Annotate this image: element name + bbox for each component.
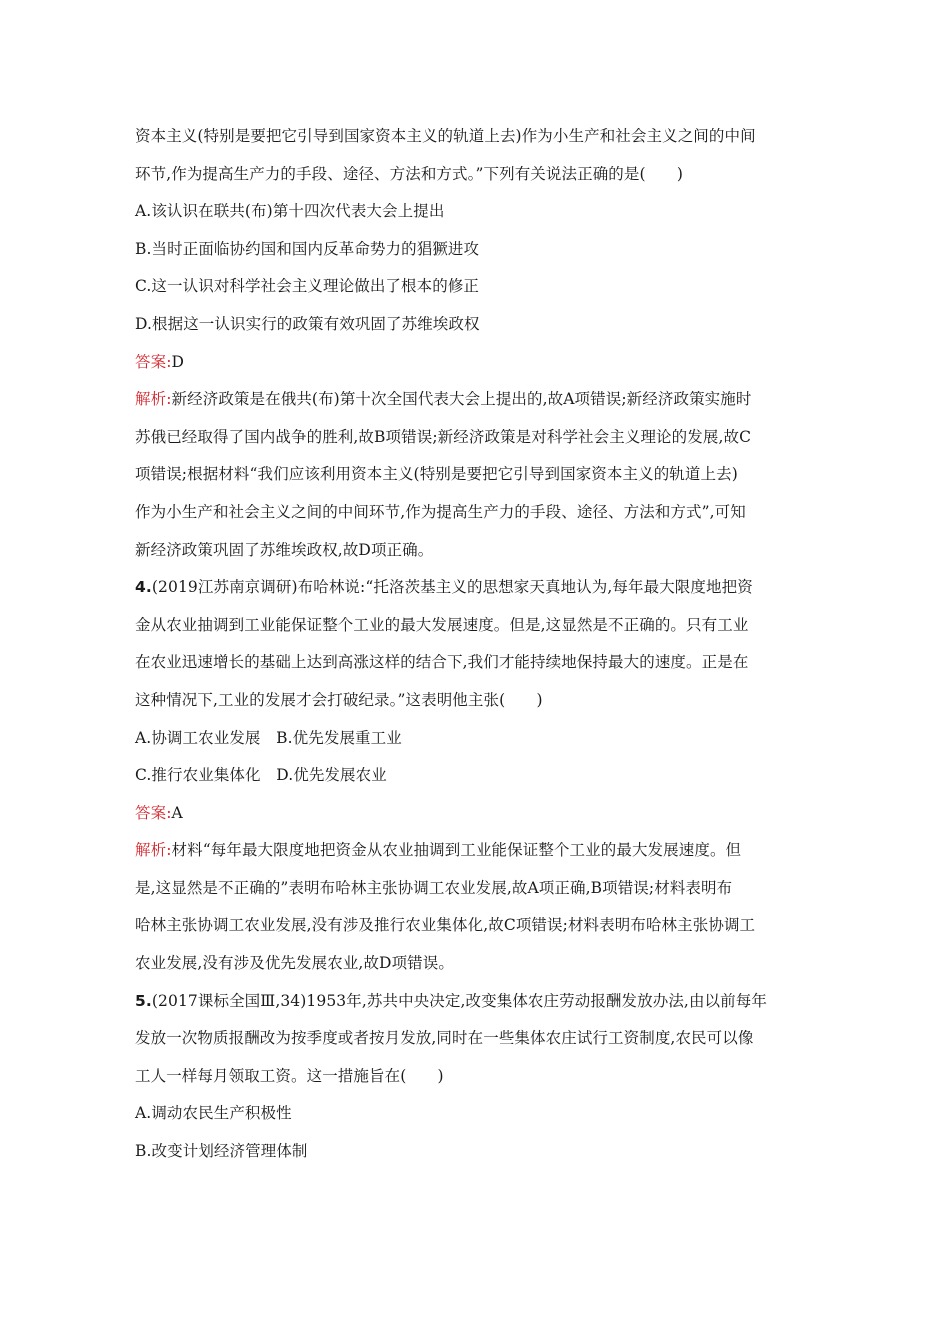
- q4-stem-line: 这种情况下,工业的发展才会打破纪录。”这表明他主张( ): [135, 690, 543, 709]
- q4-options-ab: A.协调工农业发展 B.优先发展重工业: [135, 728, 402, 747]
- answer-label: 答案:: [135, 803, 172, 822]
- q4-analysis-line: 农业发展,没有涉及优先发展农业,故D项错误。: [135, 954, 454, 973]
- q3-analysis-line: [135, 381, 815, 419]
- q5-stem-line: [135, 983, 815, 1021]
- question-number: 4.: [135, 578, 152, 597]
- q3-option-d: D.根据这一认识实行的政策有效巩固了苏维埃政权: [135, 314, 480, 333]
- analysis-text: 材料“每年最大限度地把资金从农业抽调到工业能保证整个工业的最大发展速度。但: [171, 841, 742, 860]
- analysis-label: 解析:: [135, 390, 172, 409]
- document-page: [135, 118, 815, 1171]
- question-number: 5.: [135, 991, 152, 1010]
- q3-analysis-line: 作为小生产和社会主义之间的中间环节,作为提高生产力的手段、途径、方法和方式”,可知: [135, 502, 746, 521]
- q4-stem-line: [135, 569, 815, 607]
- analysis-label: 解析:: [135, 841, 172, 860]
- answer-label: 答案:: [135, 352, 172, 371]
- stem-text: (2019江苏南京调研)布哈林说:“托洛茨基主义的思想家天真地认为,每年最大限度地把资: [151, 578, 753, 597]
- q4-answer: [135, 795, 815, 833]
- q5-stem-line: 工人一样每月领取工资。这一措施旨在( ): [135, 1066, 444, 1085]
- q4-options-cd: C.推行农业集体化 D.优先发展农业: [135, 766, 387, 785]
- q3-analysis-line: 新经济政策巩固了苏维埃政权,故D项正确。: [135, 540, 434, 559]
- q4-stem-line: 在农业迅速增长的基础上达到高涨这样的结合下,我们才能持续地保持最大的速度。正是在: [135, 653, 749, 672]
- q5-stem-line: 发放一次物质报酬改为按季度或者按月发放,同时在一些集体农庄试行工资制度,农民可以像: [135, 1029, 754, 1048]
- answer-value: D: [171, 352, 185, 371]
- stem-text: (2017课标全国Ⅲ,34)1953年,苏共中央决定,改变集体农庄劳动报酬发放办法,由以前每年: [151, 991, 767, 1010]
- q3-option-a: A.该认识在联共(布)第十四次代表大会上提出: [135, 202, 445, 221]
- q3-analysis-line: 苏俄已经取得了国内战争的胜利,故B项错误;新经济政策是对科学社会主义理论的发展,故C: [135, 427, 752, 446]
- q3-option-b: B.当时正面临协约国和国内反革命势力的猖獗进攻: [135, 239, 480, 258]
- answer-value: A: [171, 803, 183, 822]
- q4-analysis-line: 哈林主张协调工农业发展,没有涉及推行农业集体化,故C项错误;材料表明布哈林主张协调工: [135, 916, 756, 935]
- q3-answer: [135, 344, 815, 382]
- q4-stem-line: 金从农业抽调到工业能保证整个工业的最大发展速度。但是,这显然是不正确的。只有工业: [135, 615, 749, 634]
- q3-stem-line: 资本主义(特别是要把它引导到国家资本主义的轨道上去)作为小生产和社会主义之间的中间: [135, 127, 756, 145]
- q3-analysis-line: 项错误;根据材料“我们应该利用资本主义(特别是要把它引导到国家资本主义的轨道上去): [135, 465, 738, 484]
- q3-option-c: C.这一认识对科学社会主义理论做出了根本的修正: [135, 277, 480, 296]
- q4-analysis-line: [135, 832, 815, 870]
- q5-option-b: B.改变计划经济管理体制: [135, 1142, 308, 1161]
- analysis-text: 新经济政策是在俄共(布)第十次全国代表大会上提出的,故A项错误;新经济政策实施时: [171, 390, 752, 409]
- q4-analysis-line: 是,这显然是不正确的”表明布哈林主张协调工农业发展,故A项正确,B项错误;材料表明布: [135, 878, 733, 897]
- q5-option-a: A.调动农民生产积极性: [135, 1104, 292, 1123]
- q3-stem-line: 环节,作为提高生产力的手段、途径、方法和方式。”下列有关说法正确的是( ): [135, 164, 683, 183]
